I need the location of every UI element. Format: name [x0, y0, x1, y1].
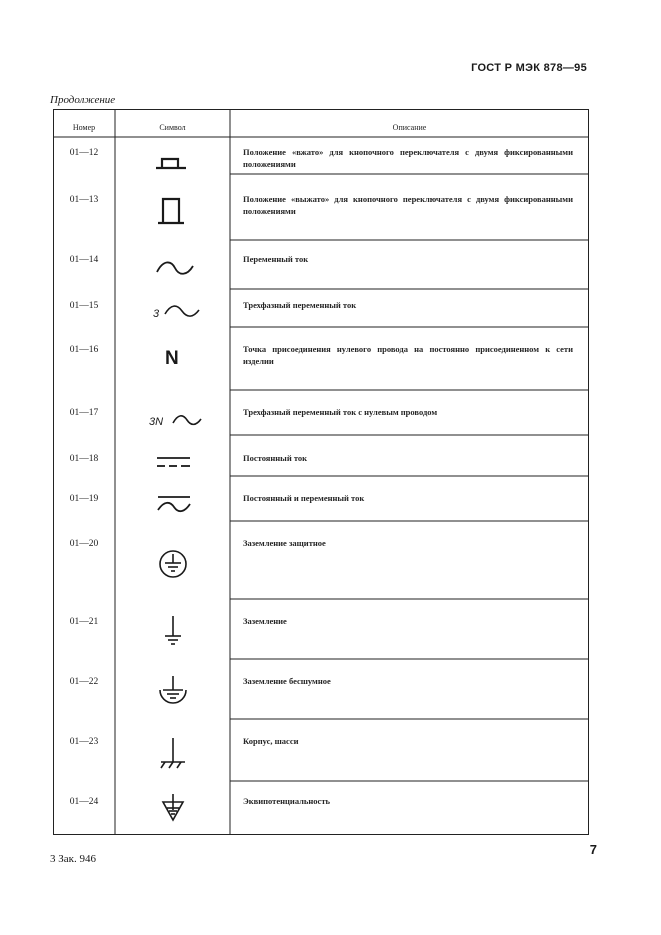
symbol-cell: [115, 788, 230, 834]
neutral-n-icon: N: [165, 348, 179, 369]
symbol-cell: [115, 246, 230, 292]
table-row: [53, 608, 589, 668]
chassis-icon: [115, 728, 230, 788]
document-code: ГОСТ Р МЭК 878—95: [471, 62, 587, 74]
row-description: Заземление: [243, 616, 287, 626]
row-description: Переменный ток: [243, 254, 309, 264]
table-row: [53, 788, 589, 834]
table-row: [53, 246, 589, 292]
continuation-label: Продолжение: [50, 94, 116, 106]
row-description: Точка присоединения нулевого провода на постоянно присоединенном к сети изделии: [243, 344, 573, 366]
page-number: 7: [589, 842, 597, 857]
row-number: 01—20: [69, 539, 99, 549]
table-row: [53, 139, 589, 186]
row-description: Постоянный и переменный ток: [243, 493, 365, 503]
table-row: [53, 668, 589, 728]
symbol-cell: [115, 485, 230, 529]
table-row: [53, 728, 589, 788]
row-number: 01—23: [69, 737, 99, 747]
symbol-cell: [115, 530, 230, 608]
earth-icon: [115, 608, 230, 668]
header-symbol: Символ: [159, 122, 186, 132]
row-number: 01—12: [69, 148, 99, 158]
table-row: [53, 485, 589, 529]
equipotential-icon: [115, 788, 230, 834]
protective-earth-icon: [115, 530, 230, 608]
row-number: 01—18: [69, 454, 99, 464]
row-description: Эквипотенциальность: [243, 796, 331, 806]
alternating-current-icon: [115, 246, 230, 292]
symbol-cell: [115, 728, 230, 788]
table-row: [53, 399, 589, 445]
row-number: 01—22: [69, 677, 99, 687]
row-description: Трехфазный переменный ток с нулевым проводом: [243, 407, 438, 417]
table-row: [53, 336, 589, 396]
symbols-table: [53, 109, 589, 835]
symbol-cell: [115, 139, 230, 186]
row-number: 01—15: [69, 301, 99, 311]
ac-dc-icon: [115, 485, 230, 529]
push-released-icon: [115, 186, 230, 244]
row-number: 01—17: [69, 408, 99, 418]
symbol-cell: [115, 608, 230, 668]
header-number: Номер: [72, 122, 96, 132]
row-description: Трехфазный переменный ток: [243, 300, 357, 310]
noiseless-earth-icon: [115, 668, 230, 728]
row-description: Корпус, шасси: [243, 736, 299, 746]
symbol-cell: [115, 336, 230, 396]
three-phase-ac-icon: [115, 292, 230, 330]
row-description: Заземление бесшумное: [243, 676, 331, 686]
row-number: 01—14: [69, 255, 99, 265]
symbol-cell: [115, 668, 230, 728]
symbol-cell: [115, 445, 230, 485]
symbol-cell: [115, 399, 230, 445]
row-description: Положение «выжато» для кнопочного переключателя с двумя фиксированными положениями: [243, 194, 573, 216]
table-row: [53, 186, 589, 244]
table-row: [53, 445, 589, 485]
three-n-label: 3N: [149, 416, 164, 428]
three-label: 3: [153, 308, 160, 320]
symbol-cell: [115, 292, 230, 330]
row-number: 01—24: [69, 797, 99, 807]
three-phase-neutral-icon: [115, 399, 230, 445]
symbol-cell: [115, 186, 230, 244]
direct-current-icon: [115, 445, 230, 485]
row-number: 01—13: [69, 195, 99, 205]
header-description: Описание: [392, 122, 427, 132]
row-number: 01—21: [69, 617, 99, 627]
row-description: Заземление защитное: [243, 538, 326, 548]
row-description: Положение «вжато» для кнопочного переключателя с двумя фиксированными положениями: [243, 147, 573, 169]
table-row: [53, 530, 589, 608]
order-number: 3 Зак. 946: [50, 853, 96, 865]
table-row: [53, 292, 589, 330]
row-number: 01—16: [69, 345, 99, 355]
push-locked-icon: [115, 139, 230, 186]
row-number: 01—19: [69, 494, 99, 504]
row-description: Постоянный ток: [243, 453, 308, 463]
